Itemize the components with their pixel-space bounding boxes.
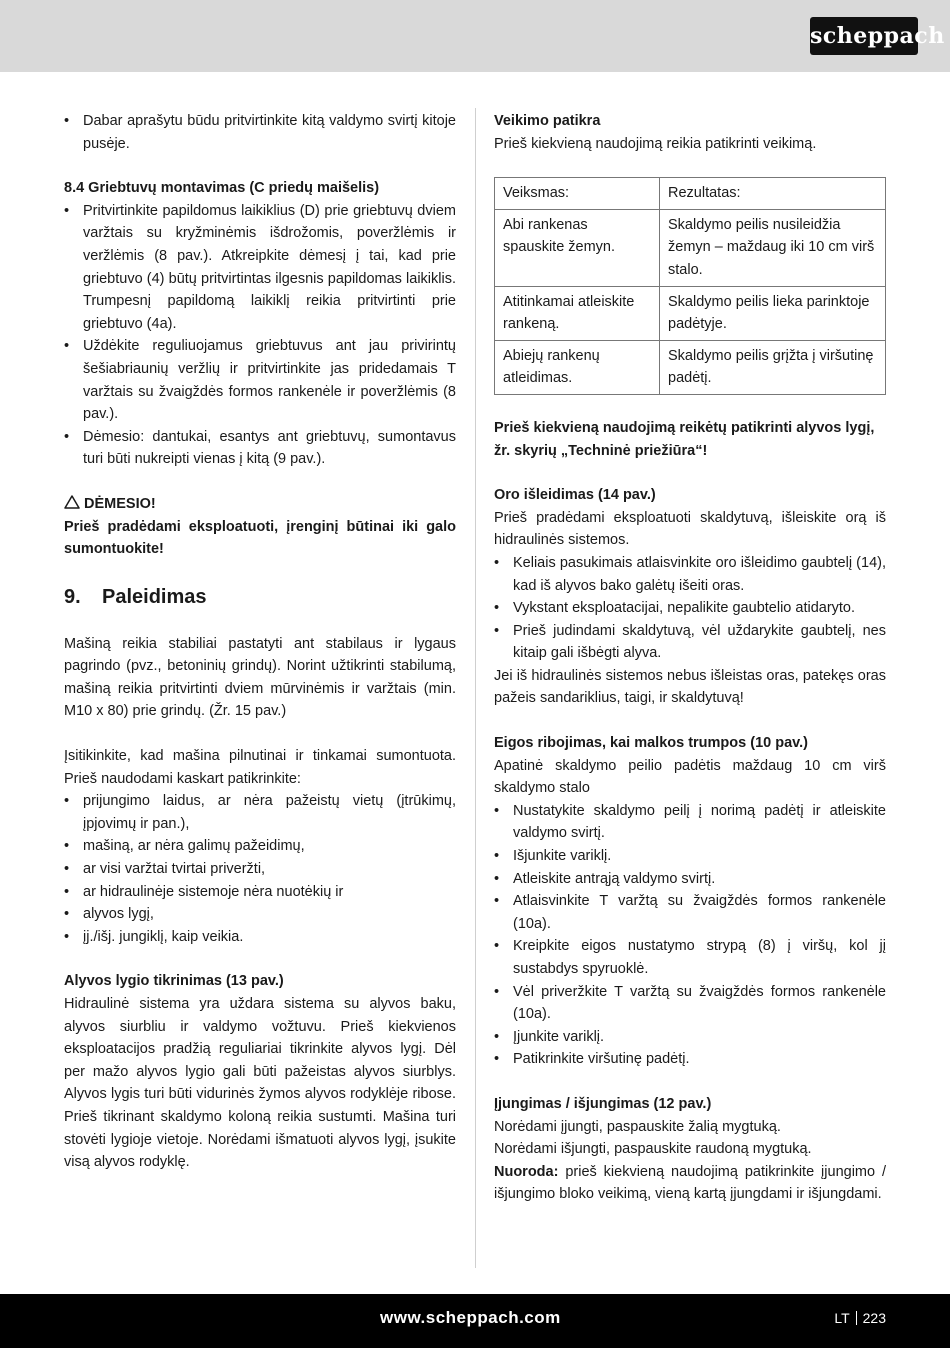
- table-cell: Skaldymo peilis grįžta į viršutinę padėtį.: [660, 340, 886, 394]
- right-column: [494, 110, 886, 1206]
- list-item: • Prieš judindami skaldytuvą, vėl uždarykite gaubtelį, nes kitaip gali išbėgti alyva.: [494, 620, 886, 665]
- list-item: • mašiną, ar nėra galimų pažeidimų,: [64, 835, 456, 858]
- list-item: • Keliais pasukimais atlaisvinkite oro išleidimo gaubtelį (14), kad iš alyvos bako galėtų išeiti oras.: [494, 552, 886, 597]
- list-item: • prijungimo laidus, ar nėra pažeistų vietų (įtrūkimų, įpjovimų ir pan.),: [64, 790, 456, 835]
- note-label: Nuoroda:: [494, 1163, 559, 1180]
- list-item: • Atleiskite antrąją valdymo svirtį.: [494, 868, 886, 891]
- list-item: • ar visi varžtai tvirtai priveržti,: [64, 858, 456, 881]
- list-item: • Patikrinkite viršutinę padėtį.: [494, 1048, 886, 1071]
- warning-text: Prieš pradėdami eksploatuoti, įrenginį būtinai iki galo sumontuokite!: [64, 518, 456, 558]
- separator: [856, 1311, 857, 1325]
- air-release-list: [494, 552, 886, 665]
- page-number: 223: [862, 1310, 886, 1326]
- paragraph: Apatinė skaldymo peilio padėtis maždaug 10 cm virš skaldymo stalo: [494, 757, 886, 797]
- table-cell: Skaldymo peilis lieka parinktoje padėtyje.: [660, 286, 886, 340]
- list-item: • Pritvirtinkite papildomus laikiklius (D) prie griebtuvų dviem varžtais su kryžminėmis išdrožomis, poveržlėmis ir veržlėmis (8 pav.). Atkreipkite dėmesį į tai, kad prie griebtuvo (4) būtų pritvirtintas ilgesnis papildomas laikiklis. Trumpesnį papildomą laikiklį reikia pritvirtinti prie griebtuvo (4a).: [64, 200, 456, 336]
- column-divider: [475, 108, 476, 1268]
- language-code: LT: [834, 1310, 850, 1326]
- on-off-title: Įjungimas / išjungimas (12 pav.): [494, 1095, 712, 1112]
- stroke-limit-title: Eigos ribojimas, kai malkos trumpos (10 pav.): [494, 735, 808, 752]
- oil-level-text: Hidraulinė sistema yra uždara sistema su alyvos baku, alyvos siurbliu ir valdymo vožtuvu. Prieš kiekvienos eksploatacijos pradžią reguliariai tikrinkite alyvos lygį. Dėl per mažo alyvos lygio gali būti pažeistas alyvos siurblys. Alyvos lygis turi būti vidurinės žymos alyvos rodyklėje ribose. Prieš tikrinant skaldymo koloną reikia sustumti. Mašina turi stovėti lygioje vietoje. Norėdami išmatuoti alyvos lygį, įsukite visą alyvos rodyklę.: [64, 996, 456, 1171]
- function-check-table: [494, 177, 886, 395]
- section-9-title: [64, 583, 456, 611]
- oil-note: Prieš kiekvieną naudojimą reikėtų patikrinti alyvos lygį, žr. skyrių „Techninė priežiūra“!: [494, 419, 875, 459]
- list-item: • įj./išj. jungiklį, kaip veikia.: [64, 926, 456, 949]
- list-item: • Įjunkite variklį.: [494, 1026, 886, 1049]
- note-paragraph: [494, 1161, 886, 1206]
- paragraph: Norėdami įjungti, paspauskite žalią mygtuką.: [494, 1118, 781, 1135]
- list-item: • Uždėkite reguliuojamus griebtuvus ant jau privirintų šešiabriaunių veržlių ir pritvirtinkite jas pridedamais T varžtais su žvaigždės formos rankenėle ir poveržlėmis (8 pav.).: [64, 335, 456, 425]
- table-header: Rezultatas:: [660, 178, 886, 210]
- paragraph: Mašiną reikia stabiliai pastatyti ant stabilaus ir lygaus pagrindo (pvz., betoninių grindų). Norint užtikrinti stabilumą, mašiną reikia pritvirtinti dviem mūrvinėmis ir varžtais (min. M10 x 80) prie grindų. (Žr. 15 pav.): [64, 635, 456, 720]
- list-item: • Dabar aprašytu būdu pritvirtinkite kitą valdymo svirtį kitoje pusėje.: [64, 110, 456, 155]
- table-header-row: [495, 178, 886, 210]
- table-row: [495, 340, 886, 394]
- section-8-4-list: [64, 200, 456, 471]
- page-footer: [0, 1294, 950, 1348]
- table-cell: Skaldymo peilis nusileidžia žemyn – maždaug iki 10 cm virš stalo.: [660, 209, 886, 286]
- list-item: • alyvos lygį,: [64, 903, 456, 926]
- left-column: [64, 110, 456, 1174]
- paragraph: Jei iš hidraulinės sistemos nebus išleistas oras, patekęs oras pažeis sandariklius, taigi, ir skaldytuvą!: [494, 667, 886, 707]
- list-item: • Vėl priveržkite T varžtą su žvaigždės formos rankenėle (10a).: [494, 981, 886, 1026]
- table-cell: Abi rankenas spauskite žemyn.: [495, 209, 660, 286]
- table-row: [495, 286, 886, 340]
- air-release-title: Oro išleidimas (14 pav.): [494, 487, 656, 504]
- section-8-4-title: 8.4 Griebtuvų montavimas (C priedų maišelis): [64, 180, 380, 197]
- warning-triangle-icon: [64, 495, 80, 509]
- check-list: [64, 790, 456, 948]
- table-cell: Abiejų rankenų atleidimas.: [495, 340, 660, 394]
- oil-level-title: Alyvos lygio tikrinimas (13 pav.): [64, 973, 284, 990]
- list-item: • Nustatykite skaldymo peilį į norimą padėtį ir atleiskite valdymo svirtį.: [494, 800, 886, 845]
- table-header: Veiksmas:: [495, 178, 660, 210]
- website-url: www.scheppach.com: [380, 1308, 561, 1327]
- scheppach-logo: scheppach: [810, 17, 918, 55]
- stroke-limit-list: [494, 800, 886, 1071]
- list-item: • Atlaisvinkite T varžtą su žvaigždės formos rankenėle (10a).: [494, 890, 886, 935]
- paragraph: Norėdami išjungti, paspauskite raudoną mygtuką.: [494, 1141, 812, 1158]
- paragraph: Įsitikinkite, kad mašina pilnutinai ir tinkamai sumontuota. Prieš naudodami kaskart patikrinkite:: [64, 748, 456, 787]
- function-check-text: Prieš kiekvieną naudojimą reikia patikrinti veikimą.: [494, 135, 817, 152]
- warning-label: DĖMESIO!: [84, 495, 156, 512]
- table-row: [495, 209, 886, 286]
- table-cell: Atitinkamai atleiskite rankeną.: [495, 286, 660, 340]
- section-title-text: Paleidimas: [102, 585, 207, 608]
- section-number: 9.: [64, 585, 81, 608]
- note-text: prieš kiekvieną naudojimą patikrinkite įjungimo / išjungimo bloko veikimą, vieną kartą įjungdami ir išjungdami.: [494, 1163, 886, 1203]
- list-item: • Dėmesio: dantukai, esantys ant griebtuvų, sumontavus turi būti nukreipti vienas į kitą (9 pav.).: [64, 426, 456, 471]
- list-item: • Vykstant eksploatacijai, nepalikite gaubtelio atidaryto.: [494, 597, 886, 620]
- list-item: • Išjunkite variklį.: [494, 845, 886, 868]
- warning-heading: [64, 493, 456, 516]
- page-indicator: [834, 1310, 886, 1326]
- function-check-title: Veikimo patikra: [494, 113, 601, 129]
- list-item: • ar hidraulinėje sistemoje nėra nuotėkių ir: [64, 881, 456, 904]
- list-item: • Kreipkite eigos nustatymo strypą (8) į viršų, kol jį sustabdys spyruoklė.: [494, 935, 886, 980]
- paragraph: Prieš pradėdami eksploatuoti skaldytuvą, išleiskite orą iš hidraulinės sistemos.: [494, 509, 886, 549]
- page-header: [0, 0, 950, 72]
- intro-list: [64, 110, 456, 155]
